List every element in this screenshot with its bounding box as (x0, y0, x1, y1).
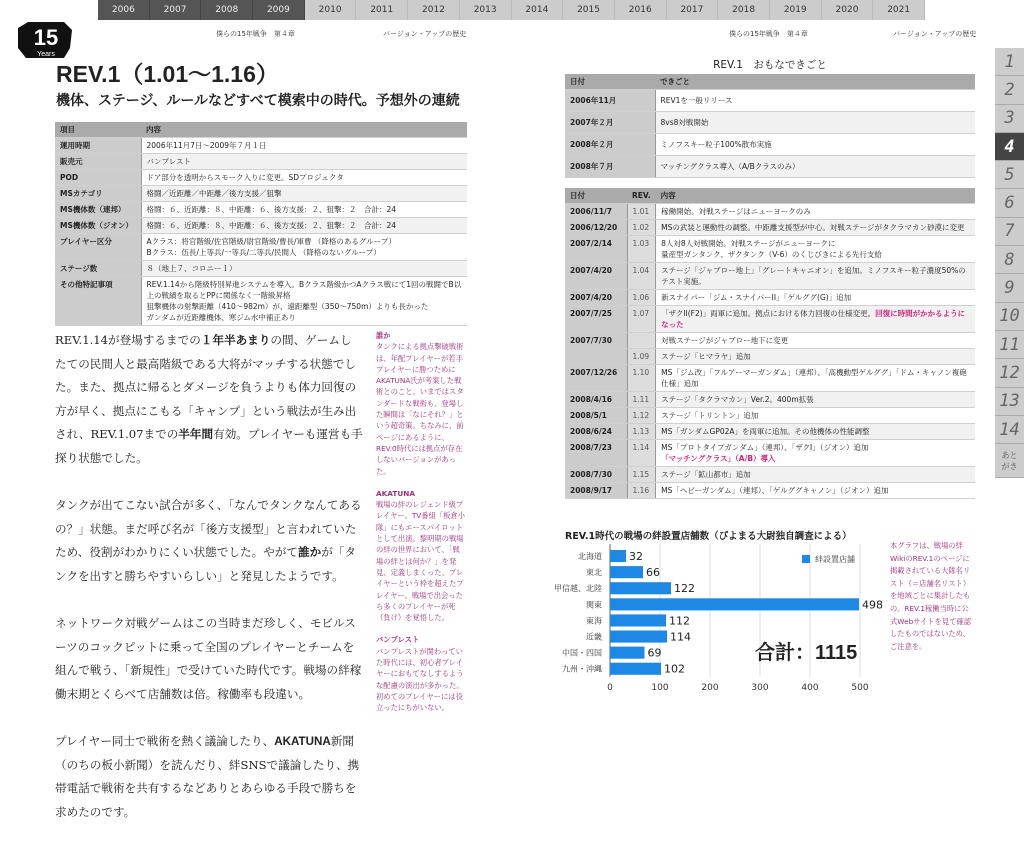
history-text: MS「ジム改」「フルアーマーガンダム」（連邦）、「高機動型ゲルググ」「ドム・キャノン複砲仕様」追加 (656, 365, 975, 392)
history-date: 2007/2/14 (565, 236, 627, 263)
row-label: 販売元 (55, 154, 141, 170)
col-header: 内容 (656, 188, 975, 204)
table-row (565, 263, 975, 290)
history-text: ステージ「ヒマラヤ」追加 (656, 349, 975, 365)
category-label: 関東 (586, 600, 602, 610)
history-rev: 1.13 (627, 424, 656, 440)
table-row (565, 134, 975, 156)
row-value: Aクラス：将官階級/佐官階級/尉官階級/曹長/軍曹 （降格のあるグループ） Bクラス：伍長/上等兵/一等兵/二等兵/民間人 （降格のないグループ） (141, 234, 467, 261)
note-text: 戦場の絆のレジェンド級プレイヤー。TV番組「板倉小隊」にもエースパイロットとして出演。黎明期の戦場の絆の世界において、「戦場の絆とは何か？」を発見、定義しまくった、プレイヤーという枠を超えたプレイヤー。戦場で出会ったら多くのプレイヤーが死（負け）を覚悟した。 (376, 500, 466, 623)
table-row (565, 90, 975, 112)
highlight-text: 回復に時間がかかるようになった (661, 309, 966, 329)
table-row (565, 392, 975, 408)
row-label: MSカテゴリ (55, 186, 141, 202)
category-label: 東海 (586, 616, 602, 626)
category-label: 中国・四国 (562, 648, 602, 658)
row-value: 格闘／近距離／中距離／後方支援／狙撃 (141, 186, 467, 202)
paragraph (55, 329, 363, 471)
year-tab-2016[interactable]: 2016 (615, 0, 667, 20)
history-date: 2006/12/20 (565, 220, 627, 236)
table-row (55, 138, 467, 154)
year-tab-2020[interactable]: 2020 (822, 0, 874, 20)
history-rev: 1.03 (627, 236, 656, 263)
event-date: 2007年２月 (565, 112, 655, 134)
text-run: １年半あまり (200, 334, 271, 347)
history-text: MSの武装と運動性の調整。中距離支援型が中心。対戦ステージがタクラマカン砂漠に変更 (656, 220, 975, 236)
legend-label: 絆設置店舗 (815, 555, 855, 564)
note-title: バンプレスト (376, 635, 420, 645)
data-label: 32 (629, 550, 643, 563)
history-text: ステージ「トリントン」追加 (656, 408, 975, 424)
chart-total: 合計：1115 (755, 642, 858, 664)
row-value: REV.1.14から階級特別昇進システムを導入。Bクラス階級かつAクラス戦にて1回の戦闘でB以上の戦績を取るとPPに関係なく一階級昇格 狙撃機体の射撃距離（410〜982m）が、遠距離型（350〜750m）よりも長かった ガンダムが近距離機体、寒ジム水中補正あり (141, 277, 467, 326)
note-text: タンクによる拠点撃破戦術は、年配プレイヤーが若手プレイヤーに勝つためにAKATUNA氏が考案した戦術とのこと。いまではスタンダードな戦術も、登場した瞬間は「なにそれ？」という超奇策。ちなみに、前ページにあるように、REV.0時代には拠点が存在しないバージョンがあった。 (376, 342, 464, 476)
year-tab-2009[interactable]: 2009 (253, 0, 305, 20)
history-text: 「ザクII(F2)」両軍に追加。拠点における体力回復の仕様変更。回復に時間がかかるようになった (656, 306, 975, 333)
year-tab-2010[interactable]: 2010 (305, 0, 357, 20)
data-label: 114 (670, 630, 691, 644)
year-tabs (98, 0, 925, 20)
year-tab-2006[interactable]: 2006 (98, 0, 150, 20)
bar-九州・沖縄 (610, 663, 661, 675)
history-date (565, 349, 627, 365)
table-row (565, 204, 975, 220)
legend-swatch (802, 555, 810, 563)
chapter-tab-4[interactable]: 4 (995, 133, 1024, 161)
history-rev (627, 333, 656, 349)
data-label: 69 (647, 646, 662, 660)
text-run: 誰か (298, 546, 322, 560)
text-run: が「タンクを出すと勝ちやすいらしい」と発見したようです。 (55, 545, 357, 583)
category-label: 近畿 (586, 632, 602, 642)
history-text: MS「プロトタイプガンダム」（連邦）、「ザクI」（ジオン）追加 「マッチングクラス」（A/B）導入 (656, 440, 975, 467)
table-row (565, 483, 975, 499)
table-row (565, 112, 975, 134)
col-header: 日付 (565, 188, 627, 204)
history-text: ステージ「鉱山都市」追加 (656, 467, 975, 483)
logo-text: Years (37, 51, 55, 58)
x-tick-label: 400 (801, 682, 819, 693)
running-section: バージョン・アップの歴史 (893, 30, 977, 38)
col-header: 項目 (55, 122, 141, 138)
col-header: 日付 (565, 74, 655, 90)
table-row (55, 186, 467, 202)
year-tab-2014[interactable]: 2014 (512, 0, 564, 20)
chapter-tab-6[interactable]: 6 (995, 189, 1024, 217)
year-tab-2018[interactable]: 2018 (718, 0, 770, 20)
table-row (55, 234, 467, 261)
row-label: 運用時期 (55, 138, 141, 154)
history-rev: 1.15 (627, 467, 656, 483)
category-label: 甲信越、北陸 (554, 584, 602, 594)
history-text: 対戦ステージがジャブロー地下に変更 (656, 333, 975, 349)
page-title: REV.1（1.01〜1.16） (56, 61, 279, 87)
history-rev: 1.01 (627, 204, 656, 220)
history-date: 2008/5/1 (565, 408, 627, 424)
history-rev: 1.09 (627, 349, 656, 365)
history-date: 2008/6/24 (565, 424, 627, 440)
text-run: 新聞（のちの板小新聞）を読んだり、絆SNSで議論したり、携帯電話で戦術を共有するなどありとあらゆる手段で勝ちを求めたのです。 (55, 734, 360, 819)
col-header: 内容 (141, 122, 467, 138)
chapter-tab-2[interactable]: 2 (995, 76, 1024, 104)
event-text: REV1を一般リリース (655, 90, 975, 112)
year-tab-2011[interactable]: 2011 (356, 0, 408, 20)
history-date: 2008/7/30 (565, 467, 627, 483)
data-label: 112 (669, 614, 690, 628)
year-tab-2013[interactable]: 2013 (460, 0, 512, 20)
text-run: タンクが出てこない試合が多く、「なんでタンクなんてあるの？」状態。まだ呼び名が「後方支援型」と言われていたため、役割がわかりにくい状態でした。やがて (55, 498, 362, 560)
chapter-tab-14[interactable]: 14 (995, 416, 1024, 444)
event-text: 8vs8対戦開始 (655, 112, 975, 134)
running-header: 僕らの15年戦争 第４章 (729, 30, 808, 38)
table-row (55, 261, 467, 277)
paragraph (55, 730, 363, 824)
text-run: AKATUNA (274, 735, 331, 749)
x-tick-label: 500 (851, 682, 869, 693)
chapter-tab-5[interactable]: 5 (995, 161, 1024, 189)
table-row (565, 424, 975, 440)
year-tab-2017[interactable]: 2017 (667, 0, 719, 20)
data-label: 498 (862, 598, 883, 612)
history-rev: 1.06 (627, 290, 656, 306)
chapter-tab-15[interactable]: あと がき (995, 444, 1024, 478)
events-caption: REV.1 おもなできごと (713, 59, 827, 71)
event-date: 2008年７月 (565, 156, 655, 178)
row-label: MS機体数（ジオン） (55, 218, 141, 234)
row-label: プレイヤー区分 (55, 234, 141, 261)
history-table (565, 188, 975, 499)
side-note (376, 330, 466, 477)
table-row (565, 333, 975, 349)
history-rev: 1.02 (627, 220, 656, 236)
history-date: 2007/7/25 (565, 306, 627, 333)
chart-title: REV.1時代の戦場の絆設置店舗数（ぴよまる大尉独自調査による） (565, 531, 852, 542)
text-run: REV.1.14が登場するまでの (55, 333, 201, 347)
row-label: MS機体数（連邦） (55, 202, 141, 218)
event-text: マッチングクラス導入（A/Bクラスのみ） (655, 156, 975, 178)
history-date: 2008/9/17 (565, 483, 627, 499)
note-title: AKATUNA (376, 488, 416, 498)
row-label: POD (55, 170, 141, 186)
article-body (55, 329, 363, 848)
running-header: 僕らの15年戦争 第４章 (216, 30, 295, 38)
chapter-tab-12[interactable]: 12 (995, 359, 1024, 387)
table-row (565, 365, 975, 392)
bar-東海 (610, 614, 666, 626)
row-label: その他特記事項 (55, 277, 141, 326)
data-label: 66 (646, 566, 660, 580)
table-row (55, 170, 467, 186)
history-text: 新スナイパー「ジム・スナイパーII」「ゲルググ(G)」追加 (656, 290, 975, 306)
bar-関東 (610, 598, 859, 610)
highlight-text: 「マッチングクラス」（A/B）導入 (661, 454, 776, 463)
row-value: ドア部分を透明からスモーク入りに変更。SDプロジェクタ (141, 170, 467, 186)
page-subtitle: 機体、ステージ、ルールなどすべて模索中の時代。予想外の連続 (56, 93, 460, 109)
history-date: 2008/7/23 (565, 440, 627, 467)
side-notes (376, 330, 466, 725)
data-label: 102 (664, 662, 685, 676)
year-tab-2012[interactable]: 2012 (408, 0, 460, 20)
table-row (565, 440, 975, 467)
chapter-tab-8[interactable]: 8 (995, 246, 1024, 274)
spec-table (55, 122, 467, 326)
history-date: 2007/4/20 (565, 290, 627, 306)
bar-北海道 (610, 550, 626, 562)
chapter-tab-9[interactable]: 9 (995, 274, 1024, 302)
paragraph: ネットワーク対戦ゲームはこの当時まだ珍しく、モビルスーツのコックピットに乗って全国のプレイヤーとチームを組んで戦う、「新規性」で受けていた時代です。戦場の絆稼働末期とくらべて店舗数は倍。稼働率も段違い。 (55, 616, 362, 701)
row-value: 格闘：６、近距離：８、中距離：６、後方支援：２、狙撃：２ 合計：24 (141, 202, 467, 218)
row-value: ８（地上７、コロニー１） (141, 261, 467, 277)
bar-甲信越、北陸 (610, 582, 671, 594)
history-date: 2007/12/26 (565, 365, 627, 392)
bar-東北 (610, 566, 643, 578)
history-date: 2008/4/16 (565, 392, 627, 408)
table-row (55, 218, 467, 234)
note-text: バンプレストが関わっていた時代には、初心者プレイヤーにおもてなしするような配慮の演出が多かった。初めてのプレイヤーには役立ったにちがいない。 (376, 646, 464, 713)
history-text: MS「ガンダムGP02A」を両軍に追加。その他機体の性能調整 (656, 424, 975, 440)
x-tick-label: 0 (607, 682, 613, 693)
history-text: ステージ「タクラマカン」Ver.2。400m拡張 (656, 392, 975, 408)
running-section: バージョン・アップの歴史 (383, 30, 467, 38)
data-label: 122 (674, 582, 695, 596)
year-tab-2021[interactable]: 2021 (873, 0, 925, 20)
chapter-tab-1[interactable]: 1 (995, 48, 1024, 76)
category-label: 九州・沖縄 (562, 664, 602, 674)
text-run: 半年間 (178, 428, 214, 442)
text-run: の間、ゲームしたての民間人と最高階級である大将がマッチする状態でした。また、拠点に帰るとダメージを負うよりも体力回復の方が早く、拠点にこもる「キャンプ」という戦法が生み出され、REV.1.07までの (55, 333, 357, 442)
history-date: 2007/7/30 (565, 333, 627, 349)
history-text: 稼働開始。対戦ステージはニューヨークのみ (656, 204, 975, 220)
history-date: 2006/11/7 (565, 204, 627, 220)
chapter-tab-7[interactable]: 7 (995, 218, 1024, 246)
category-label: 北海道 (578, 552, 602, 561)
bar-近畿 (610, 631, 667, 643)
table-row (565, 236, 975, 263)
table-row (565, 290, 975, 306)
event-date: 2006年11月 (565, 90, 655, 112)
side-note (376, 488, 466, 624)
table-row (565, 467, 975, 483)
x-tick-label: 200 (701, 682, 719, 693)
chapter-tab-13[interactable]: 13 (995, 388, 1024, 416)
year-tab-2008[interactable]: 2008 (201, 0, 253, 20)
events-table (565, 74, 975, 178)
note-title: 誰か (376, 331, 391, 340)
row-value: バンプレスト (141, 154, 467, 170)
logo-number: 15 (33, 25, 59, 50)
history-rev: 1.07 (627, 306, 656, 333)
event-text: ミノフスキー粒子100%散布実施 (655, 134, 975, 156)
event-date: 2008年２月 (565, 134, 655, 156)
history-text: 8人対8人対戦開始。対戦ステージがニューヨークに 量産型ガンタンク、ザクタンク（V-6）のくじびきによる先行支給 (656, 236, 975, 263)
table-row (55, 202, 467, 218)
table-row (55, 154, 467, 170)
history-rev: 1.14 (627, 440, 656, 467)
chapter-tabs (995, 48, 1024, 478)
table-row (565, 349, 975, 365)
row-label: ステージ数 (55, 261, 141, 277)
table-row (565, 220, 975, 236)
table-row (565, 306, 975, 333)
text-run: プレイヤー同士で戦術を熱く議論したり、 (55, 734, 275, 749)
side-note (376, 634, 466, 713)
chapter-tab-10[interactable]: 10 (995, 303, 1024, 331)
history-rev: 1.12 (627, 408, 656, 424)
year-tab-2007[interactable]: 2007 (150, 0, 202, 20)
history-rev: 1.16 (627, 483, 656, 499)
category-label: 東北 (586, 568, 602, 578)
x-tick-label: 300 (751, 682, 769, 693)
year-tab-2019[interactable]: 2019 (770, 0, 822, 20)
history-text: ステージ「ジャブロー地上」「グレートキャニオン」を追加。ミノフスキー粒子濃度50%のテスト実施。 (656, 263, 975, 290)
col-header: できごと (655, 74, 975, 90)
bar-中国・四国 (610, 647, 645, 659)
history-text: MS「ヘビーガンダム」（連邦）、「ゲルググキャノン」（ジオン）追加 (656, 483, 975, 499)
chapter-tab-3[interactable]: 3 (995, 105, 1024, 133)
history-rev: 1.10 (627, 365, 656, 392)
table-row (565, 156, 975, 178)
year-tab-2015[interactable]: 2015 (563, 0, 615, 20)
chart-note: 本グラフは、戦場の絆WikiのREV.1のページに掲載されている大隊名リスト（＝店舗名リスト）を地域ごとに集計したもの。REV.1稼働当時に公式Webサイトを見て確認したものではないため、ご注意を。 (890, 541, 972, 651)
row-value: 格闘：６、近距離：８、中距離：６、後方支援：２、狙撃：２ 合計：24 (141, 218, 467, 234)
table-row (55, 277, 467, 326)
text-run: 有効。プレイヤーも運営も手探り状態でした。 (55, 427, 363, 465)
row-value: 2006年11月7日〜2009年７月１日 (141, 138, 467, 154)
paragraph (55, 494, 363, 588)
col-header: REV. (627, 188, 656, 204)
bar-chart (540, 540, 883, 700)
x-tick-label: 100 (651, 682, 669, 693)
history-rev: 1.04 (627, 263, 656, 290)
table-row (565, 408, 975, 424)
chapter-tab-11[interactable]: 11 (995, 331, 1024, 359)
history-date: 2007/4/20 (565, 263, 627, 290)
history-rev: 1.11 (627, 392, 656, 408)
